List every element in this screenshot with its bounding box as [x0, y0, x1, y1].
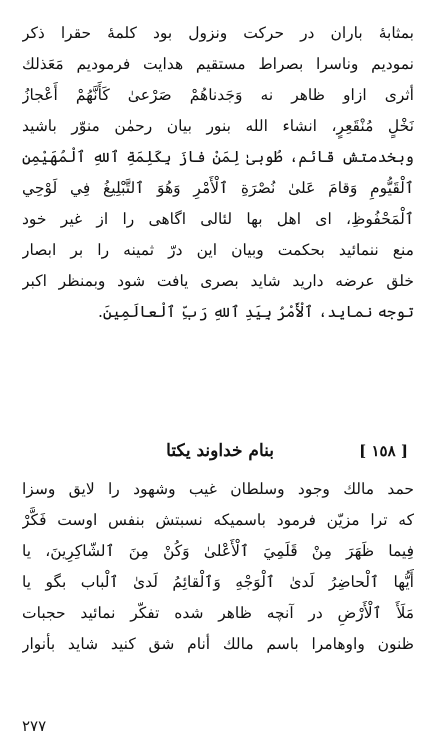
paragraph-1-line: بمثابهٔ باران در حرکت ونزول بود کلمهٔ حقرا ذکر: [22, 24, 414, 42]
paragraph-2-line: فِيما ظَهَرَ مِنْ قَلَمِيَ ٱلْأَعْلىٰ وَكُنْ مِنَ ٱلشّاكِرِينَ، يا: [22, 542, 414, 560]
paragraph-1-line: منع ننمائید بحکمت وبیان این درّ ثمینه را بر ابصار: [22, 241, 414, 259]
paragraph-1-line: أثری ازاو ظاهر نه وَجَدناهُمْ صَرْعیٰ كَأَنَّهُمْ أَعْجازُ: [22, 86, 414, 104]
paragraph-1-line: ٱلْمَحْفُوظِ، ای اهل بها لئالی اگاهی را از غیر خود: [22, 210, 414, 228]
paragraph-1-line: خلق عرضه دارید شاید بصری یافت شود وبمنظر اکبر: [22, 272, 414, 290]
paragraph-1-line: ٱلْقَيُّومِ وَقامَ عَلىٰ نُصْرَةِ ٱلْأَمْرِ وَهُوَ ٱلتَّبْلِيغُ فِي لَوْحِي: [22, 179, 414, 197]
paragraph-1-line: نَخْلٍ مُنْقَعِرٍ، انشاء الله بنور بیان رحمٰن منوّر باشید: [22, 117, 414, 135]
section-title: بنام خداوند یکتا: [166, 441, 274, 461]
page-number: ٢٧٧: [22, 717, 47, 735]
paragraph-1: [22, 18, 414, 328]
paragraph-2-line: مَلَأَ ٱلْأَرْضِ در آنچه ظاهر شده تفکّر نمائید حجبات: [22, 604, 414, 622]
paragraph-2-line: ظنون واوهامرا باسم مالك أنام شق كنيد شايد بأنوار: [22, 635, 414, 653]
paragraph-1-line: نمودیم وناسرا بصراط مستقیم هدایت فرمودیم مَعَذلك: [22, 55, 414, 73]
paragraph-1-line: توجه نماید، ٱلْأَمْرُ بِيَدِ ٱللهِ رَبِّ ٱلْعالَمِينَ.: [97, 303, 414, 321]
section-header: [22, 436, 414, 466]
paragraph-1-line: وبخدمتش قائم، طُوبیٰ لِمَنْ فازَ بِكَلِمَةِ ٱللهِ ٱلْمُهَيْمِنِ: [22, 148, 414, 166]
paragraph-2-line: أَيُّها ٱلْحاضِرُ لَدىٰ ٱلْوَجْهِ وَٱلْقائِمُ لَدىٰ ٱلْباب بگو يا: [22, 573, 414, 591]
paragraph-2-line: حمد مالك وجود وسلطان غیب وشهود را لایق وسزا: [22, 480, 414, 498]
paragraph-2: [22, 474, 414, 660]
section-number: [ ١٥٨ ]: [359, 442, 408, 460]
paragraph-2-line: که ترا مزیّن فرمود باسمیکه نسبتش بنفس اوست فَكَّرْ: [22, 511, 414, 529]
